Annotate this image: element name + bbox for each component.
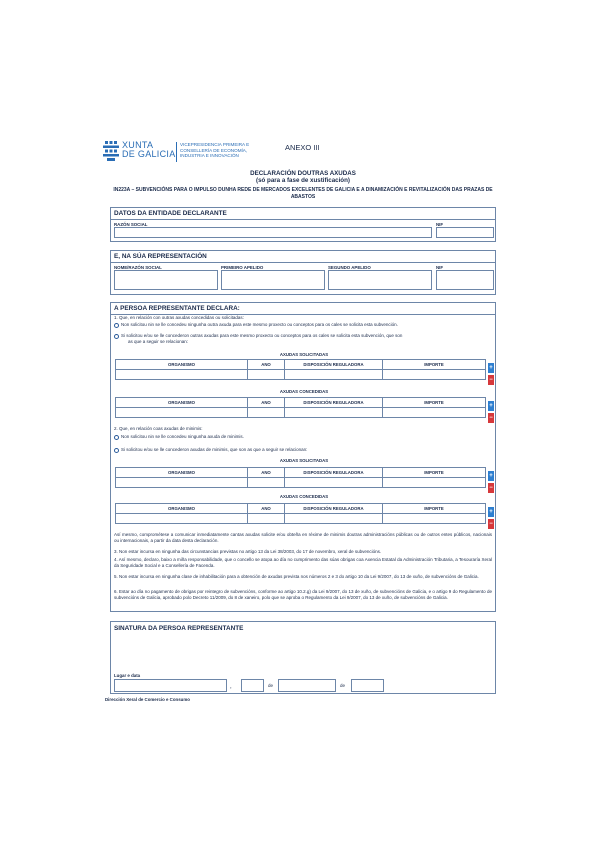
col-importe: IMPORTE: [383, 504, 486, 514]
ano-cell[interactable]: [248, 478, 285, 488]
xunta-logo: [103, 141, 176, 161]
table-row: [116, 370, 486, 380]
title-line-1: DECLARACIÓN DOUTRAS AXUDAS: [250, 170, 356, 177]
section-divider: [111, 219, 495, 220]
disposicion-cell[interactable]: [285, 514, 383, 524]
q2-granted-heading: AXUDAS CONCEDIDAS: [279, 494, 329, 499]
table-row: [116, 408, 486, 418]
q1-option-yes-label: [121, 333, 493, 345]
procedure-title: IN223A – SUBVENCIÓNS PARA O IMPULSO DUNHA REDE DE MERCADOS EXCELENTES DE GALICIA E A DINAMIZACIÓN E REVITALIZACIÓN DAS PRAZAS DE ABASTOS: [113, 187, 493, 200]
col-ano: ANO: [248, 504, 285, 514]
col-ano: ANO: [248, 468, 285, 478]
question-1: 1. Que, en relación con outras axudas concedidas ou solicitadas:: [114, 315, 244, 320]
signature-section: [110, 621, 496, 694]
importe-cell[interactable]: [383, 370, 486, 380]
first-surname-label: PRIMEIRO APELIDO: [221, 265, 264, 270]
question-2: 2. Que, en relación coas axudas de minimis:: [114, 426, 203, 431]
name-label: NOME/RAZÓN SOCIAL: [114, 265, 162, 270]
q1-option-no-label: Non solicitou nin se lle concedeu ningunha outra axuda para este mesmo proxecto ou conceptos para os cales se solicita esta subvención.: [121, 322, 398, 327]
year-field[interactable]: [351, 679, 384, 692]
logo-line-2: DE GALICIA: [122, 149, 176, 159]
remove-row-button[interactable]: −: [489, 377, 493, 383]
month-field[interactable]: [278, 679, 336, 692]
comma-separator: ,: [230, 684, 232, 690]
q1-granted-table: [115, 397, 486, 418]
declaration-point-6: 6. Estar ao día no pagamento de obrigas por reintegro de subvencións, conforme ao artigo 10.2.g) da Lei 9/2007, do 13 de xuño, de subvencións de Galicia, e o artigo 9 do Regulamento de subvencións de Galicia, aprobado polo Decreto 11/2009, do 8 de xaneiro, polo que se aproba o Regulamento da Lei 9/2007, do 13 de xuño, de subvencións de Galicia.: [114, 589, 492, 600]
ano-cell[interactable]: [248, 408, 285, 418]
table-row: [116, 514, 486, 524]
first-surname-field[interactable]: [221, 270, 325, 290]
table-header-row: [116, 504, 486, 514]
col-disposicion: DISPOSICIÓN REGULADORA: [285, 504, 383, 514]
document-title: [110, 170, 496, 200]
razon-social-field[interactable]: [114, 227, 432, 238]
signature-section-title: SINATURA DA PERSOA REPRESENTANTE: [114, 625, 244, 632]
logo-wordmark: [122, 141, 176, 159]
annex-label: ANEXO III: [285, 143, 320, 152]
entity-nif-field[interactable]: [436, 227, 494, 238]
q2-granted-table: [115, 503, 486, 524]
col-organismo: ORGANISMO: [116, 468, 248, 478]
second-surname-label: SEGUNDO APELIDO: [328, 265, 371, 270]
declaration-point-4: 4. Así mesmo, declaro, baixo a miña responsabilidade, que o concello se atopa ao día no cumprimento das súas obrigas coa Axencia Estatal da Administración Tributaria, a Tesouraría Xeral da Seguridade Social e a Consellería de Facenda.: [114, 557, 492, 568]
col-disposicion: DISPOSICIÓN REGULADORA: [285, 398, 383, 408]
q2-option-yes-radio[interactable]: [114, 448, 119, 453]
entity-nif-label: NIF: [436, 222, 444, 227]
col-importe: IMPORTE: [383, 398, 486, 408]
disposicion-cell[interactable]: [285, 478, 383, 488]
q2-option-no-label: Non solicitou nin se lle concedeu ningunha axuda de minimis.: [121, 434, 244, 439]
organization-name: [180, 142, 275, 159]
name-field[interactable]: [114, 270, 218, 290]
representative-nif-label: NIF: [436, 265, 444, 270]
q2-option-no-radio[interactable]: [114, 435, 119, 440]
add-row-button[interactable]: +: [489, 509, 493, 515]
declaration-section: [110, 302, 496, 612]
organismo-cell[interactable]: [116, 370, 248, 380]
organismo-cell[interactable]: [116, 408, 248, 418]
q1-option-yes-text-b: as que a seguir se relacionan:: [128, 339, 189, 344]
declaration-section-title: A PERSOA REPRESENTANTE DECLARA:: [114, 305, 240, 312]
representative-nif-field[interactable]: [436, 270, 494, 290]
q2-option-yes-label: Si solicitou e/ou se lle concederon axudas de minimis, que son as que a seguir se relacionan:: [121, 447, 308, 452]
document-header: [103, 141, 503, 171]
col-ano: ANO: [248, 398, 285, 408]
importe-cell[interactable]: [383, 478, 486, 488]
entity-section: [110, 207, 496, 242]
footer-note: Dirección Xeral de Comercio e Consumo: [105, 697, 190, 702]
q1-option-yes-text-a: Si solicitou e/ou se lle concederon outras axudas para este mesmo proxecto ou conceptos para os cales se solicita esta subvención, que son: [121, 333, 403, 338]
de-label-1: de: [268, 683, 274, 688]
col-organismo: ORGANISMO: [116, 360, 248, 370]
second-surname-field[interactable]: [328, 270, 432, 290]
title-line-2: (só para a fase de xustificación): [256, 177, 350, 184]
xunta-emblem-icon: [103, 141, 119, 161]
logo-line-1: XUNTA: [122, 140, 154, 150]
col-disposicion: DISPOSICIÓN REGULADORA: [285, 468, 383, 478]
q2-solicited-heading: AXUDAS SOLICITADAS: [279, 458, 329, 463]
col-importe: IMPORTE: [383, 468, 486, 478]
disposicion-cell[interactable]: [285, 408, 383, 418]
representative-section: [110, 250, 496, 295]
table-header-row: [116, 398, 486, 408]
org-line-1: VICEPRESIDENCIA PRIMEIRA E: [180, 142, 250, 147]
representative-section-title: E, NA SÚA REPRESENTACIÓN: [114, 253, 207, 260]
disposicion-cell[interactable]: [285, 370, 383, 380]
org-line-3: INDUSTRIA E INNOVACIÓN: [180, 153, 239, 159]
ano-cell[interactable]: [248, 370, 285, 380]
add-row-button[interactable]: +: [489, 403, 493, 409]
day-field[interactable]: [241, 679, 264, 692]
logo-divider: [176, 142, 177, 162]
col-disposicion: DISPOSICIÓN REGULADORA: [285, 360, 383, 370]
col-organismo: ORGANISMO: [116, 504, 248, 514]
col-importe: IMPORTE: [383, 360, 486, 370]
col-ano: ANO: [248, 360, 285, 370]
declaration-point-5: 5. Non estar incursa en ningunha clase de inhabilitación para a obtención de axudas prevista nos números 2 e 3 do artigo 10 da Lei 9/2007, do 13 de xuño, de subvencións de Galicia.: [114, 574, 479, 579]
col-organismo: ORGANISMO: [116, 398, 248, 408]
remove-row-button[interactable]: −: [489, 415, 493, 421]
place-date-label: Lugar e data: [114, 673, 141, 678]
organismo-cell[interactable]: [116, 514, 248, 524]
q2-solicited-table: [115, 467, 486, 488]
importe-cell[interactable]: [383, 408, 486, 418]
importe-cell[interactable]: [383, 514, 486, 524]
razon-social-label: RAZÓN SOCIAL: [114, 222, 148, 227]
remove-row-button[interactable]: −: [489, 485, 493, 491]
org-line-2: CONSELLERÍA DE ECONOMÍA,: [180, 147, 248, 153]
q1-option-yes-radio[interactable]: [114, 334, 119, 339]
table-header-row: [116, 468, 486, 478]
add-row-button[interactable]: +: [489, 473, 493, 479]
ano-cell[interactable]: [248, 514, 285, 524]
q1-option-no-radio[interactable]: [114, 323, 119, 328]
q1-granted-heading: AXUDAS CONCEDIDAS: [279, 389, 329, 394]
q1-solicited-heading: AXUDAS SOLICITADAS: [279, 352, 329, 357]
minimis-commitment-text: Así mesmo, comprométese a comunicar inmediatamente cantas axudas solicite e/ou obteña en réxime de minimis doutras administracións públicas ou de outros entes públicos, nacionais ou internacionais, a partir da data desta declaración.: [114, 532, 492, 543]
entity-section-title: DATOS DA ENTIDADE DECLARANTE: [114, 210, 227, 217]
declaration-point-3: 3. Non estar incursa en ningunha das circunstancias previstas no artigo 13 da Lei 38/2003, do 17 de novembro, xeral de subvencións.: [114, 549, 382, 554]
place-field[interactable]: [114, 679, 227, 692]
table-row: [116, 478, 486, 488]
de-label-2: de: [340, 683, 346, 688]
table-header-row: [116, 360, 486, 370]
remove-row-button[interactable]: −: [489, 521, 493, 527]
q1-solicited-table: [115, 359, 486, 380]
add-row-button[interactable]: +: [489, 365, 493, 371]
section-divider: [111, 262, 495, 263]
organismo-cell[interactable]: [116, 478, 248, 488]
